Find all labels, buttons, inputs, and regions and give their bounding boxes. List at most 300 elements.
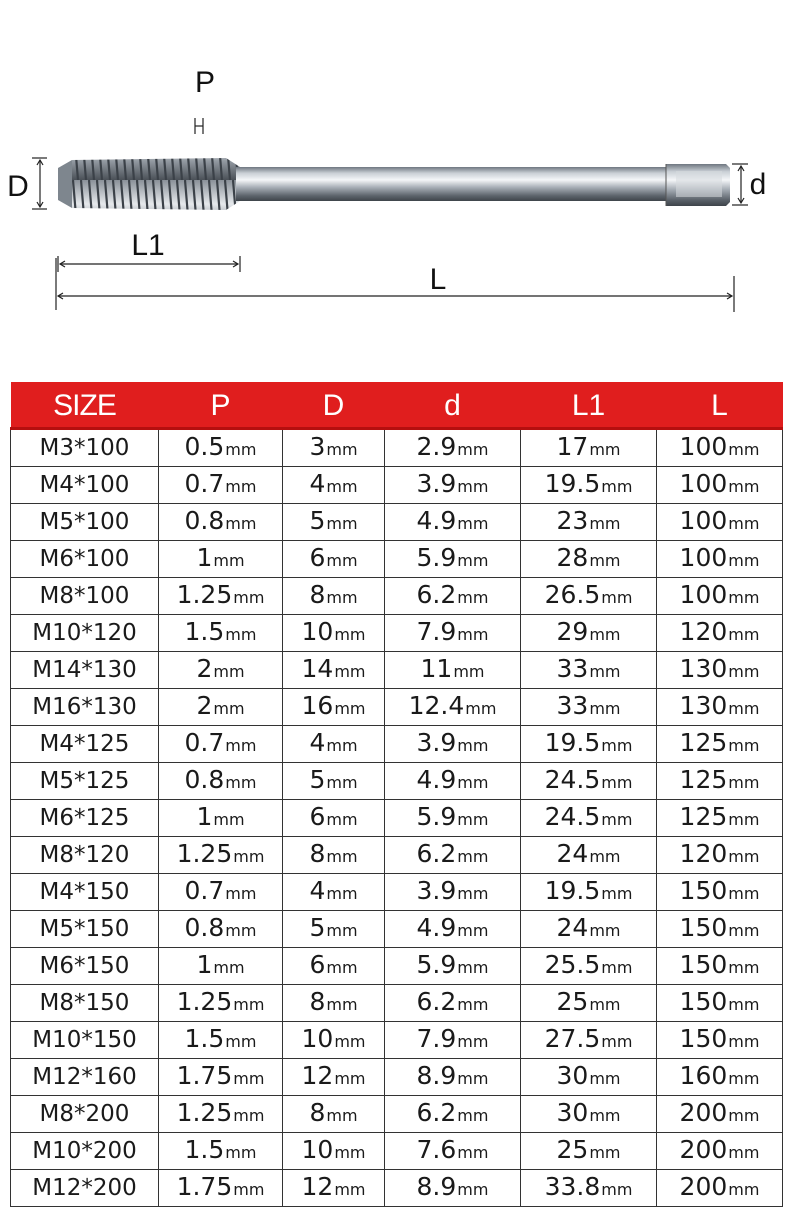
overall-length-cell	[657, 948, 783, 985]
major-diameter-cell	[283, 763, 385, 800]
thread-length-cell	[521, 726, 657, 763]
header-major-diameter: D	[283, 384, 385, 429]
size-cell: M8*120	[11, 837, 159, 874]
cell-value: 12	[301, 1172, 334, 1201]
cell-value: 1.25	[176, 839, 233, 868]
cell-unit: mm	[457, 551, 489, 570]
cell-unit: mm	[728, 477, 760, 496]
cell-value: 7.6	[416, 1135, 457, 1164]
size-cell: M10*150	[11, 1022, 159, 1059]
pitch-cell	[159, 800, 283, 837]
cell-unit: mm	[233, 995, 265, 1014]
cell-value: 24	[556, 913, 589, 942]
size-cell: M4*150	[11, 874, 159, 911]
cell-unit: mm	[457, 440, 489, 459]
cell-unit: mm	[326, 551, 358, 570]
overall-length-cell	[657, 726, 783, 763]
cell-unit: mm	[728, 810, 760, 829]
cell-unit: mm	[457, 588, 489, 607]
cell-value: 100	[679, 432, 728, 461]
cell-value: 33.8	[544, 1172, 601, 1201]
cell-value: 24.5	[544, 802, 601, 831]
cell-value: 8.9	[416, 1172, 457, 1201]
cell-value: 0.5	[184, 432, 225, 461]
pitch-cell	[159, 429, 283, 467]
cell-value: 19.5	[544, 469, 601, 498]
cell-unit: mm	[334, 1069, 366, 1088]
cell-value: 3	[309, 432, 326, 461]
cell-value: 8.9	[416, 1061, 457, 1090]
table-row	[11, 726, 783, 763]
cell-value: 2	[196, 654, 213, 683]
cell-unit: mm	[326, 884, 358, 903]
cell-unit: mm	[326, 514, 358, 533]
cell-unit: mm	[465, 699, 497, 718]
major-diameter-cell	[283, 652, 385, 689]
cell-value: 2.9	[416, 432, 457, 461]
cell-value: 16	[301, 691, 334, 720]
cell-value: 25.5	[544, 950, 601, 979]
cell-unit: mm	[225, 1032, 257, 1051]
table-row	[11, 948, 783, 985]
cell-value: 100	[679, 543, 728, 572]
cell-unit: mm	[728, 921, 760, 940]
cell-value: 125	[679, 765, 728, 794]
pitch-cell	[159, 911, 283, 948]
cell-unit: mm	[457, 847, 489, 866]
cell-value: 200	[679, 1135, 728, 1164]
cell-unit: mm	[233, 588, 265, 607]
size-cell: M8*100	[11, 578, 159, 615]
cell-unit: mm	[589, 625, 621, 644]
cell-value: 26.5	[544, 580, 601, 609]
major-diameter-cell	[283, 1170, 385, 1207]
shank-diameter-marker	[732, 164, 748, 205]
shank-diameter-cell	[385, 1133, 521, 1170]
size-cell: M6*150	[11, 948, 159, 985]
cell-unit: mm	[728, 884, 760, 903]
pitch-cell	[159, 578, 283, 615]
cell-value: 30	[556, 1098, 589, 1127]
pitch-marker	[195, 118, 203, 134]
cell-value: 130	[679, 654, 728, 683]
cell-unit: mm	[589, 995, 621, 1014]
cell-unit: mm	[334, 1143, 366, 1162]
table-row	[11, 763, 783, 800]
cell-unit: mm	[728, 1143, 760, 1162]
table-row	[11, 1096, 783, 1133]
cell-value: 1.5	[184, 1135, 225, 1164]
cell-unit: mm	[728, 1032, 760, 1051]
cell-unit: mm	[589, 847, 621, 866]
overall-length-cell	[657, 837, 783, 874]
cell-value: 0.8	[184, 913, 225, 942]
cell-value: 6.2	[416, 987, 457, 1016]
major-diameter-cell	[283, 541, 385, 578]
cell-value: 1.5	[184, 617, 225, 646]
cell-unit: mm	[326, 588, 358, 607]
cell-value: 5.9	[416, 802, 457, 831]
cell-unit: mm	[334, 662, 366, 681]
shank-diameter-cell	[385, 504, 521, 541]
cell-unit: mm	[453, 662, 485, 681]
cell-value: 28	[556, 543, 589, 572]
cell-unit: mm	[457, 477, 489, 496]
cell-unit: mm	[728, 958, 760, 977]
cell-unit: mm	[589, 662, 621, 681]
overall-length-cell	[657, 1096, 783, 1133]
cell-unit: mm	[334, 1032, 366, 1051]
table-row	[11, 874, 783, 911]
table-row	[11, 1170, 783, 1207]
cell-unit: mm	[589, 514, 621, 533]
header-size: SIZE	[11, 384, 159, 429]
cell-value: 5	[309, 765, 326, 794]
header-shank-diameter: d	[385, 384, 521, 429]
header-overall-length: L	[657, 384, 783, 429]
cell-value: 150	[679, 987, 728, 1016]
overall-length-cell	[657, 1170, 783, 1207]
cell-value: 1	[196, 802, 213, 831]
shank-diameter-cell	[385, 874, 521, 911]
cell-value: 200	[679, 1172, 728, 1201]
thread-length-cell	[521, 615, 657, 652]
pitch-cell	[159, 874, 283, 911]
cell-value: 6.2	[416, 1098, 457, 1127]
cell-value: 19.5	[544, 728, 601, 757]
pitch-cell	[159, 615, 283, 652]
shank-diameter-cell	[385, 1059, 521, 1096]
cell-unit: mm	[728, 736, 760, 755]
cell-value: 7.9	[416, 617, 457, 646]
major-diameter-cell	[283, 615, 385, 652]
cell-unit: mm	[225, 440, 257, 459]
cell-value: 2	[196, 691, 213, 720]
cell-unit: mm	[326, 810, 358, 829]
cell-value: 160	[679, 1061, 728, 1090]
overall-length-marker	[56, 258, 734, 312]
major-diameter-cell	[283, 504, 385, 541]
cell-unit: mm	[233, 1180, 265, 1199]
cell-value: 0.7	[184, 876, 225, 905]
cell-unit: mm	[589, 551, 621, 570]
cell-value: 1	[196, 950, 213, 979]
cell-value: 6.2	[416, 580, 457, 609]
size-cell: M4*125	[11, 726, 159, 763]
thread-length-cell	[521, 948, 657, 985]
cell-value: 24.5	[544, 765, 601, 794]
thread-length-cell	[521, 578, 657, 615]
cell-value: 4.9	[416, 913, 457, 942]
cell-value: 5.9	[416, 950, 457, 979]
cell-value: 150	[679, 1024, 728, 1053]
shank-diameter-cell	[385, 1170, 521, 1207]
cell-value: 29	[556, 617, 589, 646]
cell-value: 4	[309, 876, 326, 905]
tap-illustration	[58, 158, 730, 210]
overall-length-cell	[657, 1133, 783, 1170]
cell-value: 1.75	[176, 1172, 233, 1201]
thread-length-cell	[521, 541, 657, 578]
table-row	[11, 911, 783, 948]
major-diameter-marker	[32, 158, 47, 209]
cell-value: 25	[556, 1135, 589, 1164]
major-diameter-cell	[283, 948, 385, 985]
cell-unit: mm	[457, 810, 489, 829]
shank-diameter-cell	[385, 985, 521, 1022]
pitch-cell	[159, 985, 283, 1022]
shank-diameter-cell	[385, 578, 521, 615]
cell-value: 1.5	[184, 1024, 225, 1053]
thread-length-cell	[521, 911, 657, 948]
cell-unit: mm	[233, 847, 265, 866]
pitch-label: P	[194, 66, 216, 99]
pitch-cell	[159, 948, 283, 985]
cell-unit: mm	[334, 625, 366, 644]
size-cell: M10*120	[11, 615, 159, 652]
shank	[236, 167, 668, 201]
size-cell: M6*100	[11, 541, 159, 578]
shank-diameter-cell	[385, 541, 521, 578]
table-row	[11, 1059, 783, 1096]
cell-unit: mm	[326, 773, 358, 792]
thread-length-cell	[521, 504, 657, 541]
cell-unit: mm	[457, 736, 489, 755]
cell-unit: mm	[457, 1069, 489, 1088]
cell-value: 19.5	[544, 876, 601, 905]
cell-value: 12.4	[408, 691, 465, 720]
size-cell: M5*100	[11, 504, 159, 541]
size-cell: M3*100	[11, 429, 159, 467]
thread-length-cell	[521, 1022, 657, 1059]
size-cell: M12*160	[11, 1059, 159, 1096]
pitch-cell	[159, 726, 283, 763]
cell-value: 0.8	[184, 765, 225, 794]
overall-length-cell	[657, 504, 783, 541]
cell-unit: mm	[225, 736, 257, 755]
cell-unit: mm	[589, 1106, 621, 1125]
cell-unit: mm	[728, 1069, 760, 1088]
thread-length-cell	[521, 985, 657, 1022]
shank-diameter-cell	[385, 429, 521, 467]
cell-value: 3.9	[416, 469, 457, 498]
cell-unit: mm	[457, 884, 489, 903]
cell-value: 6	[309, 543, 326, 572]
pitch-cell	[159, 837, 283, 874]
thread-section	[72, 158, 240, 210]
table-row	[11, 1022, 783, 1059]
pitch-cell	[159, 652, 283, 689]
major-diameter-cell	[283, 874, 385, 911]
cell-value: 23	[556, 506, 589, 535]
overall-length-cell	[657, 541, 783, 578]
shank-diameter-cell	[385, 615, 521, 652]
shank-diameter-cell	[385, 467, 521, 504]
cell-unit: mm	[326, 958, 358, 977]
pitch-cell	[159, 1022, 283, 1059]
table-row	[11, 429, 783, 467]
shank-diameter-cell	[385, 911, 521, 948]
pitch-cell	[159, 1096, 283, 1133]
size-cell: M8*200	[11, 1096, 159, 1133]
pitch-cell	[159, 763, 283, 800]
cell-unit: mm	[225, 477, 257, 496]
cell-value: 150	[679, 913, 728, 942]
cell-value: 10	[301, 1024, 334, 1053]
cell-unit: mm	[589, 1143, 621, 1162]
cell-unit: mm	[589, 699, 621, 718]
thread-length-label: L1	[131, 229, 165, 262]
table-row	[11, 578, 783, 615]
cell-unit: mm	[326, 440, 358, 459]
thread-length-cell	[521, 467, 657, 504]
shank-diameter-cell	[385, 726, 521, 763]
cell-value: 8	[309, 987, 326, 1016]
shank-diameter-label: d	[749, 168, 767, 201]
pitch-cell	[159, 1170, 283, 1207]
cell-unit: mm	[601, 1032, 633, 1051]
cell-unit: mm	[457, 625, 489, 644]
size-cell: M14*130	[11, 652, 159, 689]
cell-unit: mm	[601, 810, 633, 829]
shank-diameter-cell	[385, 800, 521, 837]
cell-value: 10	[301, 1135, 334, 1164]
overall-length-cell	[657, 1059, 783, 1096]
size-cell: M4*100	[11, 467, 159, 504]
major-diameter-cell	[283, 800, 385, 837]
cell-value: 125	[679, 802, 728, 831]
cell-unit: mm	[334, 699, 366, 718]
cell-unit: mm	[728, 995, 760, 1014]
cell-unit: mm	[589, 440, 621, 459]
cell-unit: mm	[225, 625, 257, 644]
cell-unit: mm	[457, 921, 489, 940]
tap-spec-table	[10, 382, 783, 1207]
cell-value: 3.9	[416, 876, 457, 905]
cell-value: 1.25	[176, 987, 233, 1016]
shank-diameter-cell	[385, 1022, 521, 1059]
cell-unit: mm	[728, 1106, 760, 1125]
size-cell: M5*125	[11, 763, 159, 800]
cell-unit: mm	[601, 958, 633, 977]
major-diameter-cell	[283, 837, 385, 874]
cell-value: 5	[309, 913, 326, 942]
thread-length-cell	[521, 1170, 657, 1207]
cell-value: 8	[309, 1098, 326, 1127]
cell-value: 150	[679, 876, 728, 905]
cell-unit: mm	[225, 884, 257, 903]
cell-value: 8	[309, 839, 326, 868]
cell-unit: mm	[213, 699, 245, 718]
cell-unit: mm	[601, 588, 633, 607]
table-row	[11, 985, 783, 1022]
cell-value: 14	[301, 654, 334, 683]
cell-unit: mm	[225, 773, 257, 792]
cell-unit: mm	[326, 1106, 358, 1125]
cell-unit: mm	[334, 1180, 366, 1199]
major-diameter-cell	[283, 1096, 385, 1133]
overall-length-cell	[657, 578, 783, 615]
cell-unit: mm	[225, 1143, 257, 1162]
table-row	[11, 837, 783, 874]
cell-value: 33	[556, 654, 589, 683]
overall-length-cell	[657, 652, 783, 689]
size-cell: M12*200	[11, 1170, 159, 1207]
thread-length-cell	[521, 874, 657, 911]
cell-unit: mm	[326, 736, 358, 755]
cell-value: 33	[556, 691, 589, 720]
cell-unit: mm	[728, 440, 760, 459]
major-diameter-cell	[283, 429, 385, 467]
table-row	[11, 541, 783, 578]
cell-unit: mm	[457, 1106, 489, 1125]
pitch-cell	[159, 467, 283, 504]
cell-value: 0.8	[184, 506, 225, 535]
cell-value: 4	[309, 469, 326, 498]
table-row	[11, 1133, 783, 1170]
cell-value: 7.9	[416, 1024, 457, 1053]
thread-length-cell	[521, 429, 657, 467]
cell-value: 120	[679, 617, 728, 646]
overall-length-cell	[657, 911, 783, 948]
cell-unit: mm	[601, 736, 633, 755]
cell-value: 6.2	[416, 839, 457, 868]
major-diameter-cell	[283, 689, 385, 726]
thread-length-cell	[521, 652, 657, 689]
cell-value: 6	[309, 950, 326, 979]
cell-unit: mm	[457, 1032, 489, 1051]
cell-unit: mm	[728, 551, 760, 570]
size-cell: M6*125	[11, 800, 159, 837]
cell-value: 100	[679, 580, 728, 609]
cell-unit: mm	[589, 921, 621, 940]
cell-unit: mm	[457, 958, 489, 977]
cell-unit: mm	[233, 1106, 265, 1125]
shank-diameter-cell	[385, 1096, 521, 1133]
size-cell: M5*150	[11, 911, 159, 948]
table-row	[11, 615, 783, 652]
size-cell: M16*130	[11, 689, 159, 726]
major-diameter-label: D	[7, 170, 29, 203]
cell-unit: mm	[728, 588, 760, 607]
cell-unit: mm	[213, 958, 245, 977]
shank-diameter-cell	[385, 689, 521, 726]
cell-unit: mm	[213, 662, 245, 681]
table-row	[11, 504, 783, 541]
cell-value: 130	[679, 691, 728, 720]
cell-unit: mm	[213, 810, 245, 829]
cell-unit: mm	[213, 551, 245, 570]
cell-unit: mm	[457, 1180, 489, 1199]
cell-value: 6	[309, 802, 326, 831]
cell-unit: mm	[225, 921, 257, 940]
cell-unit: mm	[601, 1180, 633, 1199]
size-cell: M8*150	[11, 985, 159, 1022]
pitch-cell	[159, 541, 283, 578]
cell-unit: mm	[601, 884, 633, 903]
major-diameter-cell	[283, 578, 385, 615]
cell-value: 30	[556, 1061, 589, 1090]
cell-unit: mm	[728, 514, 760, 533]
cell-value: 200	[679, 1098, 728, 1127]
cell-value: 10	[301, 617, 334, 646]
shank-diameter-cell	[385, 763, 521, 800]
pitch-cell	[159, 504, 283, 541]
overall-length-cell	[657, 467, 783, 504]
cell-value: 1.75	[176, 1061, 233, 1090]
shank-diameter-cell	[385, 837, 521, 874]
major-diameter-cell	[283, 467, 385, 504]
